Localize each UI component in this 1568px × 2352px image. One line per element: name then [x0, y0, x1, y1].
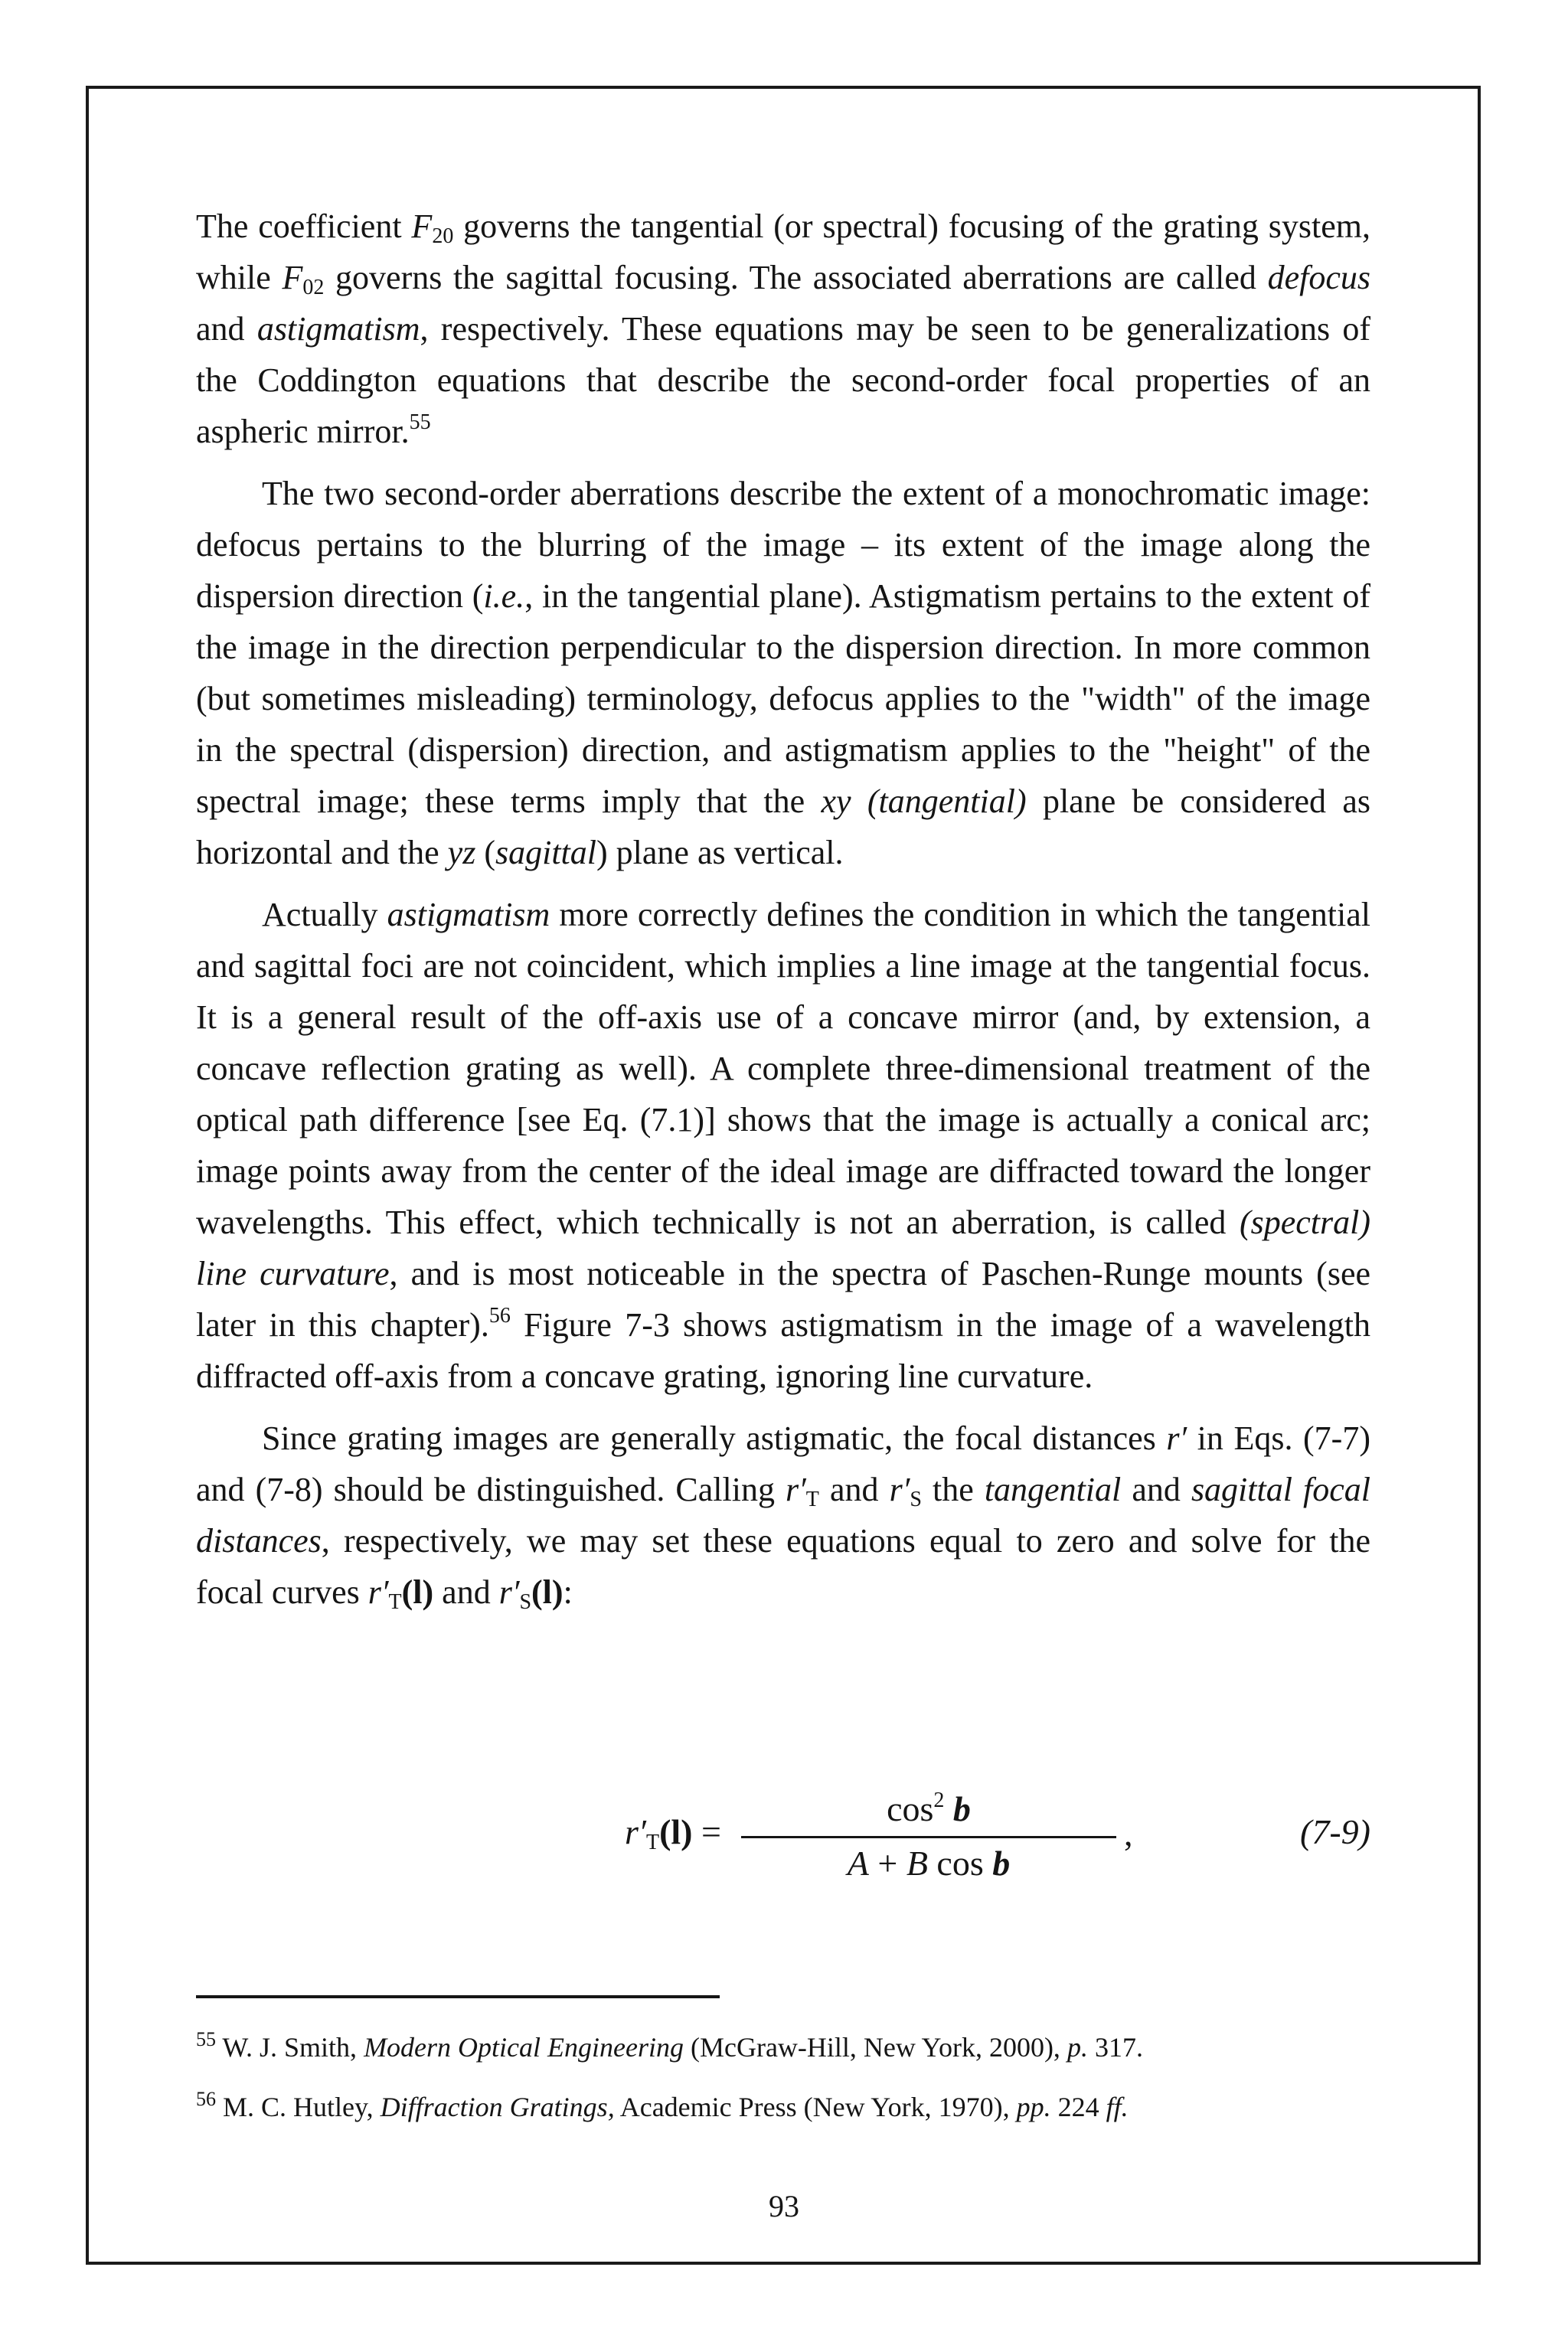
footnote-separator [196, 1995, 720, 1998]
equation-lhs: $r'_T(l)$ = [625, 1812, 721, 1854]
equation-7-9 [196, 1776, 1370, 1899]
equation-fraction [741, 1776, 1116, 1889]
paragraph-2: The two second-order aberrations describe the extent of a monochromatic image: defocus pertains to the blurring of the image – its extent of the image along the dispersion direction (i.e., in the tangential plane). Astigmatism pertains to the extent of the image in the direction perpendicular to the dispersion direction. In more common (but sometimes misleading) terminology, defocus applies to the "width" of the image in the spectral (dispersion) direction, and astigmatism applies to the "height" of the spectral image; these terms imply that the xy (tangential) plane be considered as horizontal and the yz (sagittal) plane as vertical. [196, 475, 1371, 871]
paragraph-3: Actually astigmatism more correctly defines the condition in which the tangential and sagittal foci are not coincident, which implies a line image at the tangential focus. It is a general result of the off-axis use of a concave mirror (and, by extension, a concave reflection grating as well). A complete three-dimensional treatment of the optical path difference [see Eq. (7.1)] shows that the image is actually a conical arc; image points away from the center of the ideal image are diffracted toward the longer wavelengths. This effect, which technically is not an aberration, is called (spectral) line curvature, and is most noticeable in the spectra of Paschen-Runge mounts (see later in this chapter).$^{56}$ Figure 7-3 shows astigmatism in the image of a wavelength diffracted off-axis from a concave grating, ignoring line curvature. [196, 896, 1371, 1395]
page-number: 93 [769, 2189, 799, 2223]
footnote-56: $^{56}$ M. C. Hutley, Diffraction Gratings, Academic Press (New York, 1970), pp. 224 ff. [196, 2088, 1129, 2122]
footnote-ref-55[interactable]: 55 [409, 410, 431, 434]
footnotes [196, 2029, 1370, 2148]
footnote-ref-56[interactable]: 56 [488, 1304, 511, 1328]
equation-comma: , [1124, 1814, 1133, 1853]
equation-numerator: $\cos^2 b$ [887, 1788, 971, 1828]
paragraph-4: Since grating images are generally astigmatic, the focal distances r′ in Eqs. (7-7) and (7-8) should be distinguished. Calling $r'_T$ and $r'_S$ the tangential and sagittal focal distances, respectively, we may set these equations equal to zero and solve for the focal curves $r'_T(l)$ and $r'_S(l)$: [196, 1419, 1371, 1614]
equation-denominator: A + B cos b [847, 1844, 1011, 1883]
paragraph-1: The coefficient $F_{20}$ governs the tangential (or spectral) focusing of the grating system, while $F_{02}$ governs the sagittal focusing. The associated aberrations are called defocus and astigmatism, respectively. These equations may be seen to be generalizations of the Coddington equations that describe the second-order focal properties of an aspheric mirror.$^{55}$ [196, 207, 1371, 450]
footnote-55: $^{55}$ W. J. Smith, Modern Optical Engineering (McGraw-Hill, New York, 2000), p. 317. [196, 2028, 1143, 2063]
body-text [196, 201, 1370, 1628]
equation-number: (7-9) [1300, 1812, 1370, 1851]
